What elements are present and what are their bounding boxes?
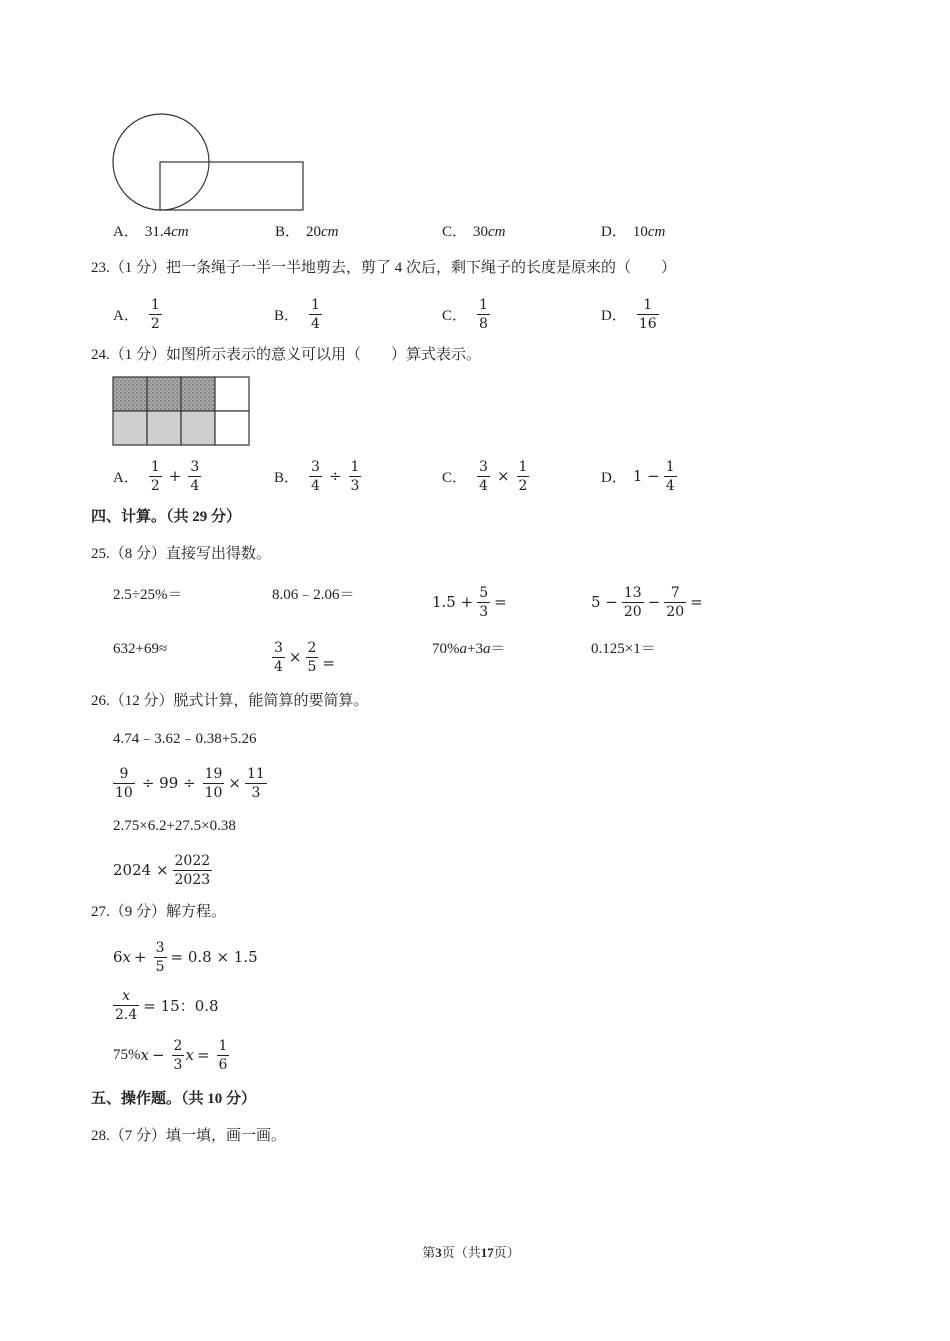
q25-item-1: 2.5÷25%＝ (113, 587, 183, 603)
expression-lead: 2024 × (113, 861, 169, 879)
option-value: 10 (632, 224, 648, 240)
numerator: 3 (155, 939, 165, 956)
fraction (113, 766, 135, 801)
fraction (172, 1038, 185, 1073)
operator: − (647, 593, 661, 611)
option-letter: C． (442, 224, 468, 240)
fraction (477, 585, 490, 620)
numerator: 7 (664, 585, 686, 603)
numerator: 1 (311, 296, 320, 313)
numerator: 1 (150, 296, 160, 313)
q24-option-c (442, 458, 533, 494)
option-letter: C． (442, 469, 468, 486)
q25-item-7 (432, 640, 505, 658)
denominator: 2023 (174, 871, 211, 888)
grid-cell-gray (113, 411, 147, 445)
numerator: 1 (518, 458, 528, 475)
fraction (637, 297, 659, 332)
numerator: 19 (204, 765, 223, 782)
numerator: 2022 (174, 852, 211, 869)
q26-expression-4 (113, 852, 216, 888)
footer-prefix: 第 (422, 1245, 436, 1260)
variable-a: a (459, 641, 467, 657)
q24-option-b (274, 458, 365, 494)
q22-option-d (601, 223, 665, 241)
option-letter: A． (113, 224, 139, 240)
fraction (517, 459, 530, 494)
numerator: 1 (150, 458, 160, 475)
circle-rectangle-figure (110, 110, 310, 215)
option-unit: cm (647, 224, 666, 240)
variable-x: x (140, 1046, 149, 1064)
fraction (149, 459, 162, 494)
numerator: 1 (665, 458, 675, 475)
plus-term: +3 (467, 641, 483, 657)
grid-cell-stippled (147, 377, 181, 411)
operator: × (228, 774, 241, 792)
q25-item-6 (272, 639, 335, 675)
denominator: 3 (350, 477, 360, 494)
q25-item-8: 0.125×1＝ (591, 641, 656, 657)
denominator: 3 (251, 784, 261, 801)
operator: − (151, 1046, 165, 1064)
operator: × (496, 467, 510, 485)
numerator: 5 (479, 584, 489, 601)
numerator: 3 (274, 639, 283, 656)
fraction (188, 459, 201, 494)
numerator: 9 (113, 766, 135, 784)
q23-option-a (113, 296, 166, 332)
q22-option-c (442, 223, 506, 241)
fraction (477, 297, 490, 332)
option-letter: B． (274, 307, 300, 324)
q22-option-b (275, 223, 339, 241)
page-footer (0, 1245, 942, 1261)
numerator: 3 (311, 458, 320, 475)
numerator: 1 (637, 297, 659, 315)
variable-a: a (482, 641, 491, 657)
denominator: 2 (150, 477, 160, 494)
q24-option-d (601, 458, 681, 494)
numerator: 1 (479, 296, 488, 313)
q22-option-a (113, 223, 189, 241)
equals-sign: = (322, 654, 335, 672)
percent-term: 75% (113, 1046, 141, 1063)
q26-expression-3: 2.75×6.2+27.5×0.38 (113, 818, 236, 834)
numerator: x (113, 988, 139, 1006)
grid-cell-blank (215, 377, 249, 411)
coefficient: 6 (113, 948, 123, 966)
grid-cell-blank (215, 411, 249, 445)
fraction (217, 1038, 230, 1073)
grid-cell-gray (181, 411, 215, 445)
q27-equation-3 (113, 1037, 233, 1073)
option-unit: cm (171, 224, 189, 240)
option-letter: D． (601, 307, 627, 324)
q25-stem: 25.（8 分）直接写出得数。 (91, 546, 272, 562)
numerator: 2 (307, 639, 317, 656)
footer-page-number: 3 (435, 1245, 442, 1260)
denominator: 20 (666, 603, 685, 620)
variable-x: x (122, 948, 132, 966)
option-letter: B． (275, 224, 301, 240)
numerator: 1 (218, 1037, 228, 1054)
denominator: 5 (307, 658, 317, 675)
q24-option-a (113, 458, 205, 494)
option-value: 20 (306, 224, 322, 240)
denominator: 6 (218, 1056, 228, 1073)
denominator: 8 (479, 315, 488, 332)
q23-option-c (442, 296, 494, 332)
operator: + (134, 948, 147, 966)
numerator: 2 (173, 1037, 183, 1054)
q23-option-b (274, 296, 326, 332)
fraction (272, 640, 285, 675)
fraction (306, 640, 319, 675)
variable-x: x (185, 1046, 194, 1064)
equals-sign: = (196, 1046, 210, 1064)
denominator: 3 (173, 1056, 183, 1073)
operator: ÷ (328, 467, 342, 485)
equals-sign: ＝ (490, 641, 506, 657)
option-letter: D． (601, 224, 627, 240)
fraction (664, 585, 686, 620)
fraction (664, 459, 677, 494)
section-5-title: 五、操作题。（共 10 分） (91, 1091, 257, 1107)
numerator: 1 (350, 458, 360, 475)
denominator: 4 (665, 477, 675, 494)
operator: × (288, 648, 302, 666)
fraction (149, 297, 162, 332)
denominator: 4 (311, 477, 320, 494)
q25-item-4 (591, 584, 703, 620)
fraction (349, 459, 362, 494)
fraction (113, 988, 139, 1023)
option-unit: cm (321, 224, 339, 240)
denominator: 10 (115, 784, 133, 801)
footer-total-pages: 17 (480, 1245, 494, 1260)
q26-expression-2 (113, 765, 271, 801)
operator: + (168, 467, 182, 485)
q25-item-5: 632+69≈ (113, 641, 168, 657)
grid-cell-stippled (113, 377, 147, 411)
operator: ÷ 99 ÷ (141, 774, 196, 792)
option-letter: A． (113, 307, 139, 324)
percent-term: 70% (432, 641, 460, 657)
expression-lead: 5 − (591, 593, 618, 611)
grid-cell-gray (147, 411, 181, 445)
footer-middle: 页（共 (441, 1245, 481, 1260)
q27-equation-2 (113, 987, 219, 1023)
equation-right-side: = 15：0.8 (143, 996, 219, 1015)
denominator: 4 (274, 658, 283, 675)
q25-item-2: 8.06﹣2.06＝ (272, 587, 355, 603)
figure-rectangle (160, 162, 303, 210)
denominator: 5 (155, 958, 165, 975)
equation-right-side: = 0.8 × 1.5 (170, 948, 258, 966)
fraction (477, 459, 490, 494)
fraction (154, 940, 167, 975)
fraction (203, 766, 225, 801)
footer-suffix: 页） (493, 1245, 520, 1260)
fraction (622, 585, 644, 620)
denominator: 4 (311, 315, 320, 332)
denominator: 3 (479, 603, 489, 620)
q25-item-3 (432, 584, 507, 620)
equals-sign: = (690, 593, 703, 611)
denominator: 2 (518, 477, 528, 494)
option-letter: D． (601, 469, 627, 486)
option-value: 30 (473, 224, 489, 240)
numerator: 3 (190, 458, 200, 475)
expression-lead: 1.5 + (432, 593, 474, 611)
numerator: 3 (479, 458, 488, 475)
q26-stem: 26.（12 分）脱式计算，能简算的要简算。 (91, 693, 369, 709)
equals-sign: = (494, 593, 507, 611)
denominator: 4 (479, 477, 488, 494)
denominator: 2.4 (115, 1006, 138, 1023)
denominator: 16 (638, 315, 657, 332)
numerator: 13 (623, 584, 642, 601)
numerator: 11 (247, 765, 265, 782)
q27-equation-1 (113, 939, 258, 975)
denominator: 2 (150, 315, 160, 332)
option-letter: B． (274, 469, 300, 486)
fraction (245, 766, 267, 801)
option-unit: cm (488, 224, 506, 240)
shaded-grid-figure (112, 376, 251, 447)
q26-expression-1: 4.74﹣3.62﹣0.38+5.26 (113, 731, 257, 747)
q23-option-d (601, 296, 663, 332)
option-letter: C． (442, 307, 468, 324)
grid-cell-stippled (181, 377, 215, 411)
fraction (173, 853, 213, 888)
fraction (309, 297, 322, 332)
q24-stem: 24.（1 分）如图所示表示的意义可以用（ ）算式表示。 (91, 347, 482, 363)
fraction (309, 459, 322, 494)
section-4-title: 四、计算。（共 29 分） (91, 509, 242, 525)
denominator: 20 (623, 603, 642, 620)
denominator: 4 (190, 477, 200, 494)
q28-stem: 28.（7 分）填一填，画一画。 (91, 1128, 287, 1144)
expression-lead: 1 − (632, 467, 660, 485)
option-value: 31.4 (144, 224, 172, 240)
q27-stem: 27.（9 分）解方程。 (91, 904, 227, 920)
denominator: 10 (204, 784, 223, 801)
option-letter: A． (113, 469, 139, 486)
q23-stem: 23.（1 分）把一条绳子一半一半地剪去，剪了 4 次后，剩下绳子的长度是原来的（ ） (91, 260, 677, 276)
